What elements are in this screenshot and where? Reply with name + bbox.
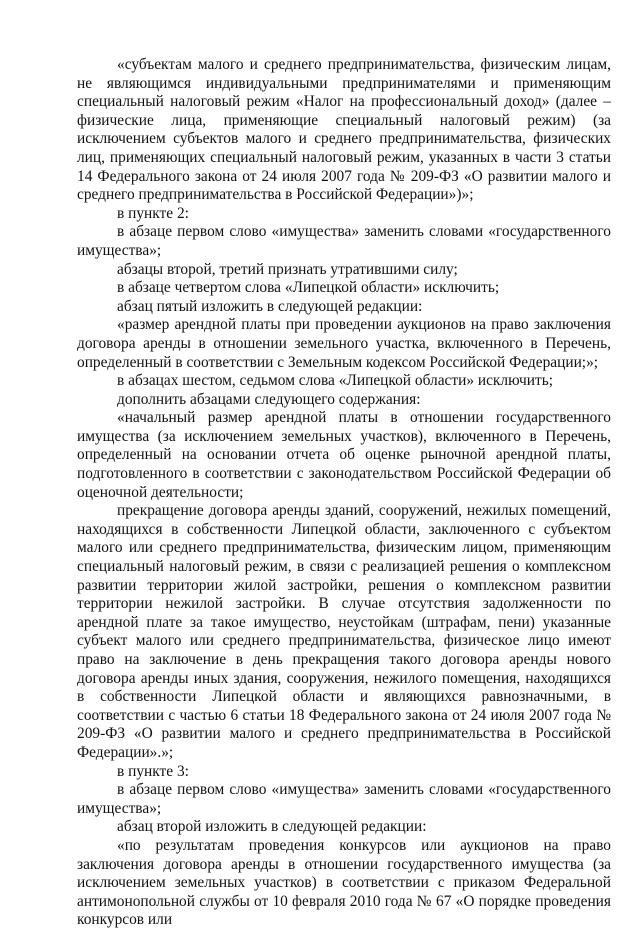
paragraph-2: в пункте 2: bbox=[117, 204, 189, 222]
paragraph-11: прекращение договора аренды зданий, сооружений, нежилых помещений, находящихся в собственности Липецкой области, заключенного с субъектом малого или среднего предпринимательства, физическим лицом, применяющим специальный налоговый режим, в связи с реализацией решения о комплексном развитии территории жилой застройки, решения о комплексном развитии территории нежилой застройки. В случае отсутствия задолженности по арендной плате за такое имущество, неустойкам (штрафам, пени) указанные субъект малого или среднего предпринимательства, физическое лицо имеют право на заключение в день прекращения такого договора аренды нового договора аренды иных здания, сооружения, нежилого помещения, находящихся в собственности Липецкой области и являющихся равнозначными, в соответствии с частью 6 статьи 18 Федерального закона от 24 июля 2007 года № 209-ФЗ «О развитии малого и среднего предпринимательства в Российской Федерации».»; bbox=[77, 502, 611, 761]
paragraph-15: «по результатам проведения конкурсов или аукционов на право заключения договора аренды в отношении государственного имущества (за исключением земельных участков) в соответствии с приказом Федеральной антимонопольной службы от 10 февраля 2010 года № 67 «О порядке проведения конкурсов или bbox=[77, 836, 611, 929]
paragraph-10: «начальный размер арендной платы в отношении государственного имущества (за исключением земельных участков), включенного в Перечень, определенный на основании отчета об оценке рыночной арендной платы, подготовленного в соответствии с законодательством Российской Федерации об оценочной деятельности; bbox=[77, 409, 611, 501]
paragraph-14: абзац второй изложить в следующей редакции: bbox=[117, 818, 427, 836]
document-body bbox=[77, 56, 611, 930]
paragraph-9: дополнить абзацами следующего содержания: bbox=[117, 390, 421, 408]
paragraph-1: «субъектам малого и среднего предпринимательства, физическим лицам, не являющимся индивидуальными предпринимателями и применяющим специальный налоговый режим «Налог на профессиональный доход» (далее – физические лица, применяющие специальный налоговый режим) (за исключением субъектов малого и среднего предпринимательства, физических лиц, применяющих специальный налоговый режим, указанных в части 3 статьи 14 Федерального закона от 24 июля 2007 года № 209-ФЗ «О развитии малого и среднего предпринимательства в Российской Федерации»)»; bbox=[77, 56, 611, 204]
paragraph-4: абзацы второй, третий признать утратившими силу; bbox=[117, 260, 458, 278]
paragraph-8: в абзацах шестом, седьмом слова «Липецкой области» исключить; bbox=[117, 372, 554, 390]
paragraph-7: «размер арендной платы при проведении аукционов на право заключения договора аренды в отношении земельного участка, включенного в Перечень, определенный в соответствии с Земельным кодексом Российской Федерации;»; bbox=[77, 316, 611, 371]
paragraph-5: в абзаце четвертом слова «Липецкой области» исключить; bbox=[117, 279, 500, 297]
paragraph-6: абзац пятый изложить в следующей редакции: bbox=[117, 297, 423, 315]
paragraph-3: в абзаце первом слово «имущества» заменить словами «государственного имущества»; bbox=[77, 223, 611, 259]
paragraph-12: в пункте 3: bbox=[117, 762, 189, 780]
paragraph-13: в абзаце первом слово «имущества» заменить словами «государственного имущества»; bbox=[77, 781, 611, 817]
